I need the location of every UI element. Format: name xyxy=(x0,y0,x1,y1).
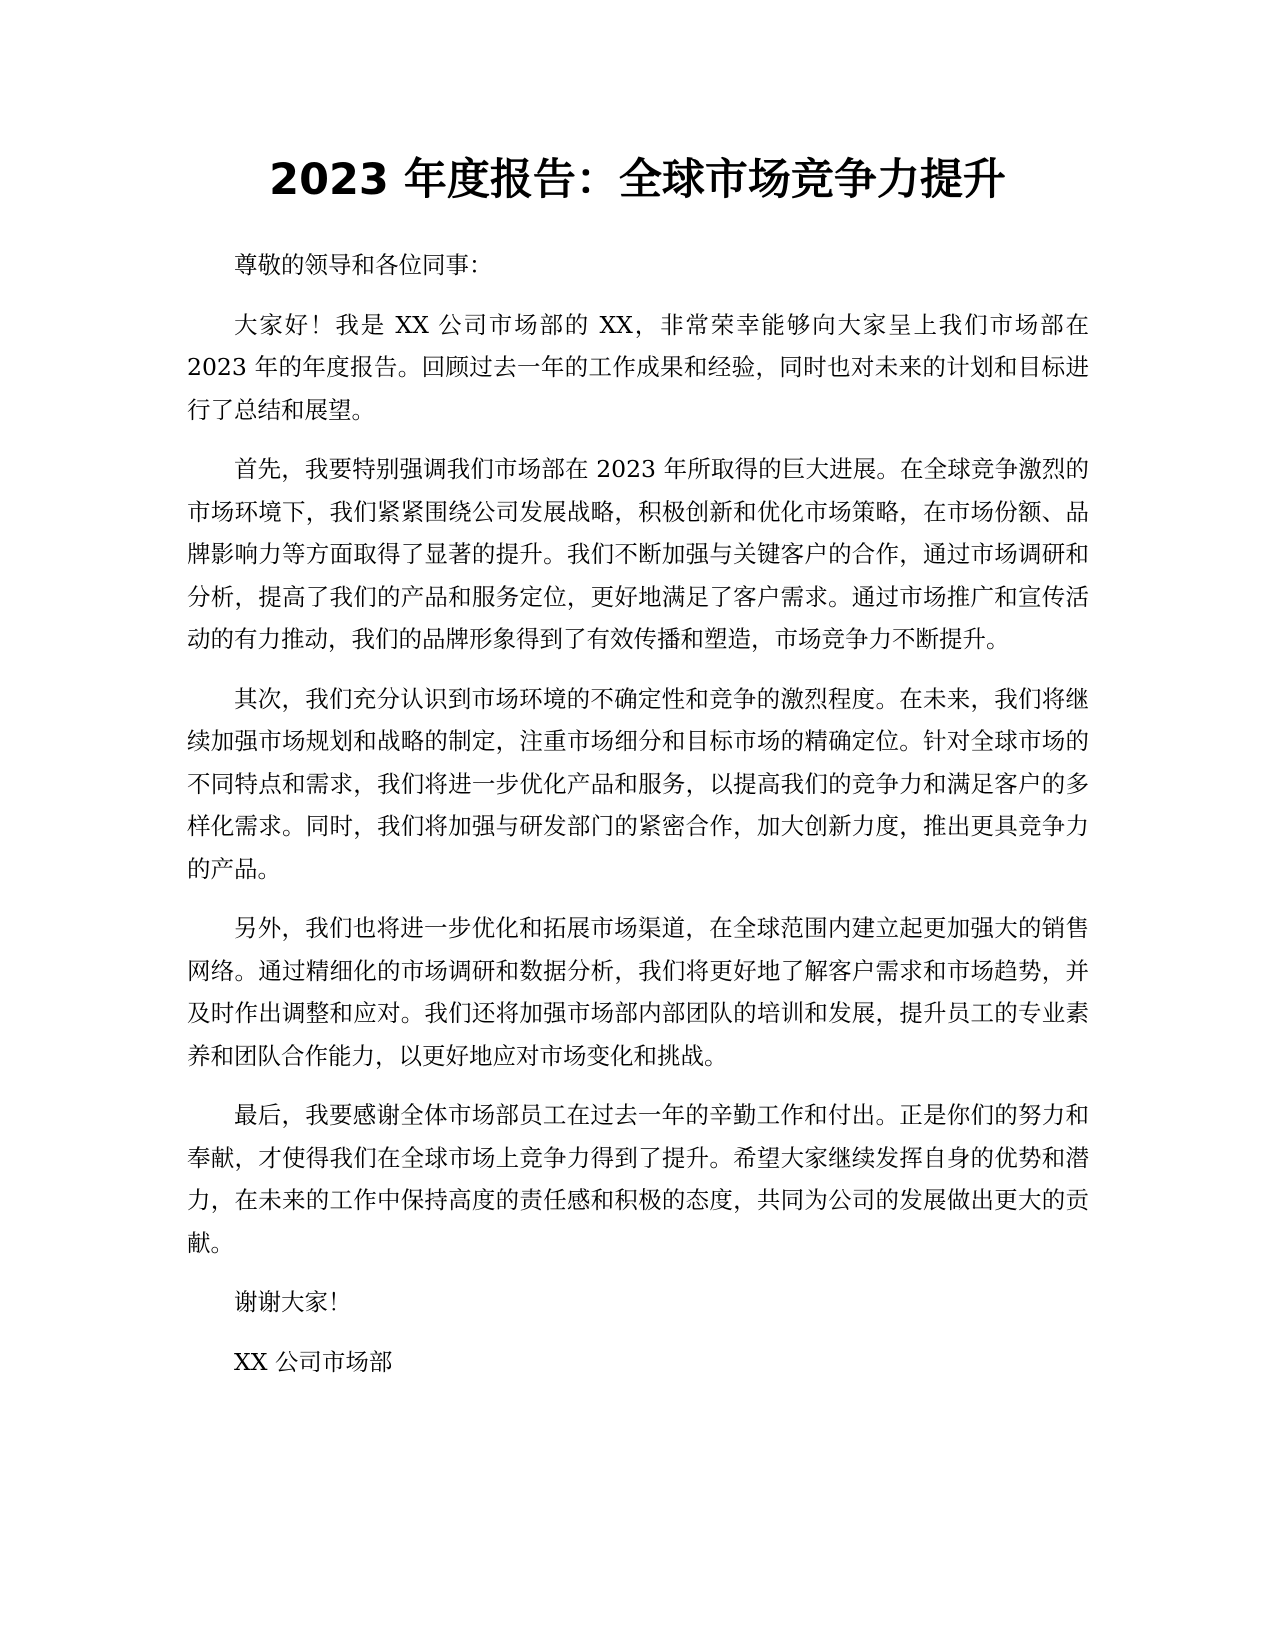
document-title: 2023 年度报告：全球市场竞争力提升 xyxy=(269,155,1006,205)
closing-thanks: 谢谢大家！ xyxy=(234,1288,352,1316)
paragraph-outlook: 其次，我们充分认识到市场环境的不确定性和竞争的激烈程度。在未来，我们将继续加强市场规划和战略的制定，注重市场细分和目标市场的精确定位。针对全球市场的不同特点和需求，我们将进一步优化产品和服务，以提高我们的竞争力和满足客户的多样化需求。同时，我们将加强与研发部门的紧密合作，加大创新力度，推出更具竞争力的产品。 xyxy=(187,684,1089,883)
paragraph-progress: 首先，我要特别强调我们市场部在 2023 年所取得的巨大进展。在全球竞争激烈的市场环境下，我们紧紧围绕公司发展战略，积极创新和优化市场策略，在市场份额、品牌影响力等方面取得了显著的提升。我们不断加强与关键客户的合作，通过市场调研和分析，提高了我们的产品和服务定位，更好地满足了客户需求。通过市场推广和宣传活动的有力推动，我们的品牌形象得到了有效传播和塑造，市场竞争力不断提升。 xyxy=(187,455,1089,653)
paragraph-thanks: 最后，我要感谢全体市场部员工在过去一年的辛勤工作和付出。正是你们的努力和奉献，才使得我们在全球市场上竞争力得到了提升。希望大家继续发挥自身的优势和潜力，在未来的工作中保持高度的责任感和积极的态度，共同为公司的发展做出更大的贡献。 xyxy=(187,1101,1089,1257)
signature-department: XX 公司市场部 xyxy=(234,1347,393,1376)
paragraph-greeting: 大家好！我是 XX 公司市场部的 XX，非常荣幸能够向大家呈上我们市场部在 2023 年的年度报告。回顾过去一年的工作成果和经验，同时也对未来的计划和目标进行了总结和展望。 xyxy=(187,310,1089,424)
document-body xyxy=(187,244,1089,1400)
paragraph-channels: 另外，我们也将进一步优化和拓展市场渠道，在全球范围内建立起更加强大的销售网络。通过精细化的市场调研和数据分析，我们将更好地了解客户需求和市场趋势，并及时作出调整和应对。我们还将加强市场部内部团队的培训和发展，提升员工的专业素养和团队合作能力，以更好地应对市场变化和挑战。 xyxy=(187,914,1089,1070)
salutation: 尊敬的领导和各位同事： xyxy=(234,251,493,279)
